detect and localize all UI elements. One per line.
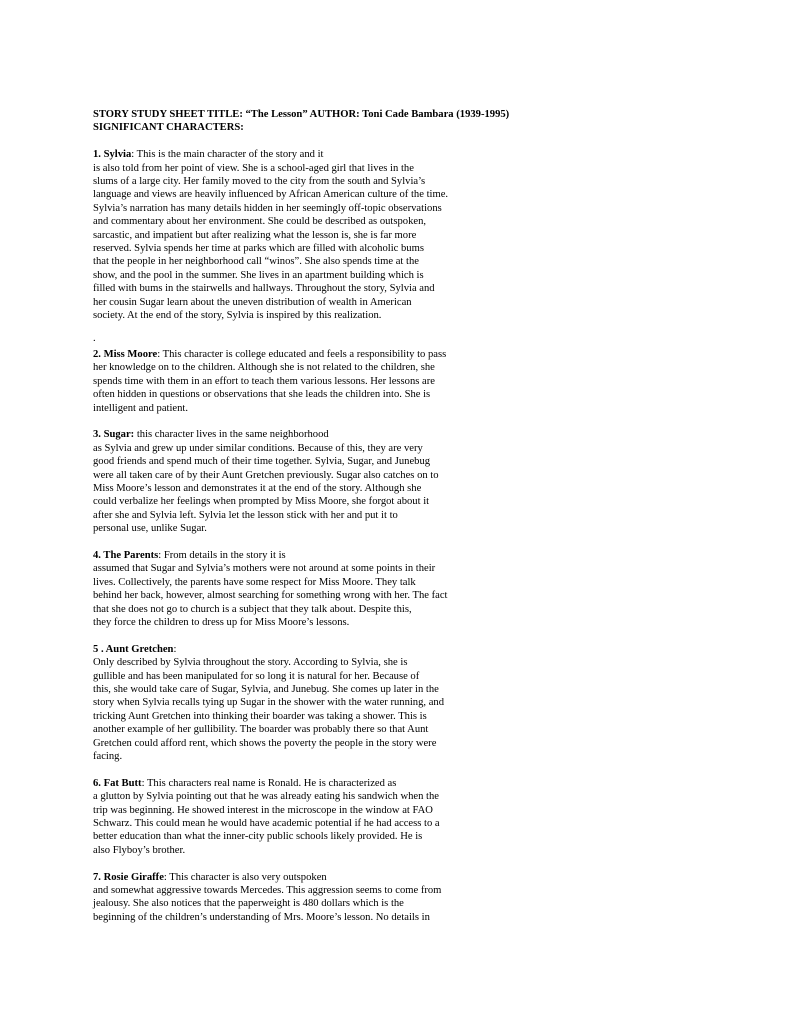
description-line: tricking Aunt Gretchen into thinking their boarder was taking a shower. This is [93,710,427,722]
description-line: beginning of the children’s understanding of Mrs. Moore’s lesson. No details in [93,911,430,923]
description-line: they force the children to dress up for Miss Moore’s lessons. [93,616,350,628]
description-line: her knowledge on to the children. Although she is not related to the children, she [93,362,435,374]
description-line: show, and the pool in the summer. She lives in an apartment building which is [93,269,424,281]
character-intro: : This characters real name is Ronald. He is characterized as [141,777,397,789]
section-heading: SIGNIFICANT CHARACTERS: [93,122,244,134]
character-name: 4. The Parents [93,549,159,561]
description-line: language and views are heavily influenced by African American culture of the time. [93,189,449,201]
description-line: Schwarz. This could mean he would have academic potential if he had access to a [93,818,440,830]
character-entry-rosie-giraffe [93,871,493,925]
description-line: often hidden in questions or observations that she leads the children into. She is [93,389,431,401]
description-line: slums of a large city. Her family moved to the city from the south and Sylvia’s [93,176,426,188]
character-name: 2. Miss Moore [93,348,158,360]
description-line: Sylvia’s narration has many details hidden in her seemingly off-topic observations [93,202,442,214]
description-line: her cousin Sugar learn about the uneven distribution of wealth in American [93,296,412,308]
description-line: better education than what the inner-city public schools likely provided. He is [93,831,423,843]
character-entry-sugar [93,428,493,535]
description-line: good friends and spend much of their time together. Sylvia, Sugar, and Junebug [93,456,431,468]
character-name: 3. Sugar: [93,429,135,441]
description-line: that the people in her neighborhood call “winos”. She also spends time at the [93,256,419,268]
document-header [93,108,510,135]
description-line: as Sylvia and grew up under similar conditions. Because of this, they are very [93,442,423,454]
description-line: Gretchen could afford rent, which shows the poverty the people in the story were [93,737,437,749]
description-line: personal use, unlike Sugar. [93,523,207,535]
title-line: STORY STUDY SHEET TITLE: “The Lesson” AUTHOR: Toni Cade Bambara (1939-1995) [93,109,510,120]
description-line: gullible and has been manipulated for so long it is natural for her. Because of [93,670,420,682]
description-line: a glutton by Sylvia pointing out that he was already eating his sandwich when the [93,791,439,803]
description-line: after she and Sylvia left. Sylvia let the lesson stick with her and put it to [93,509,398,521]
character-name: 1. Sylvia [93,149,132,161]
description-line: sarcastic, and impatient but after realizing what the lesson is, she is far more [93,229,417,241]
description-line: could verbalize her feelings when prompted by Miss Moore, she forgot about it [93,496,430,508]
character-name: 7. Rosie Giraffe [93,871,164,883]
description-line: is also told from her point of view. She is a school-aged girl that lives in the [93,162,414,174]
description-line: facing. [93,751,123,763]
character-intro: : This character is also very outspoken [163,871,327,883]
description-line: lives. Collectively, the parents have some respect for Miss Moore. They talk [93,576,416,588]
character-entry-fat-butt [93,777,493,857]
character-entry-sylvia [93,148,493,322]
description-line: intelligent and patient. [93,402,189,414]
character-entry-the-parents [93,549,493,629]
description-line: society. At the end of the story, Sylvia is inspired by this realization. [93,310,382,322]
character-intro: : This character is college educated and feels a responsibility to pass [157,348,447,360]
character-intro: : [173,643,177,655]
character-intro: this character lives in the same neighborhood [134,429,329,441]
character-entry-miss-moore [93,348,493,415]
description-line: were all taken care of by their Aunt Gretchen previously. Sugar also catches on to [93,469,439,481]
description-line: that she does not go to church is a subject that they talk about. Despite this, [93,603,412,615]
description-line: another example of her gullibility. The boarder was probably there so that Aunt [93,724,429,736]
description-line: and somewhat aggressive towards Mercedes. This aggression seems to come from [93,885,442,897]
description-line: behind her back, however, almost searching for something wrong with her. The fact [93,590,448,602]
description-line: spends time with them in an effort to teach them various lessons. Her lessons are [93,375,435,387]
description-line: reserved. Sylvia spends her time at parks which are filled with alcoholic bums [93,243,424,255]
description-line: filled with bums in the stairwells and hallways. Throughout the story, Sylvia and [93,283,435,295]
description-line: and commentary about her environment. She could be described as outspoken, [93,216,427,228]
character-entry-aunt-gretchen [93,643,493,764]
character-intro: : From details in the story it is [158,549,286,561]
character-intro: : This is the main character of the story and it [131,149,324,161]
character-name: 5 . Aunt Gretchen [93,643,174,655]
description-line: Miss Moore’s lesson and demonstrates it at the end of the story. Although she [93,482,422,494]
description-line: assumed that Sugar and Sylvia’s mothers were not around at some points in their [93,563,436,575]
description-line: jealousy. She also notices that the paperweight is 480 dollars which is the [93,898,404,910]
description-line: story when Sylvia recalls tying up Sugar in the shower with the water running, and [93,697,444,709]
description-line: also Flyboy’s brother. [93,844,186,856]
stray-period: . [93,332,96,344]
description-line: this, she would take care of Sugar, Sylvia, and Junebug. She comes up later in the [93,683,439,695]
character-name: 6. Fat Butt [93,777,142,789]
description-line: trip was beginning. He showed interest in the microscope in the window at FAO [93,804,433,816]
document-page [93,108,510,924]
description-line: Only described by Sylvia throughout the story. According to Sylvia, she is [93,657,408,669]
